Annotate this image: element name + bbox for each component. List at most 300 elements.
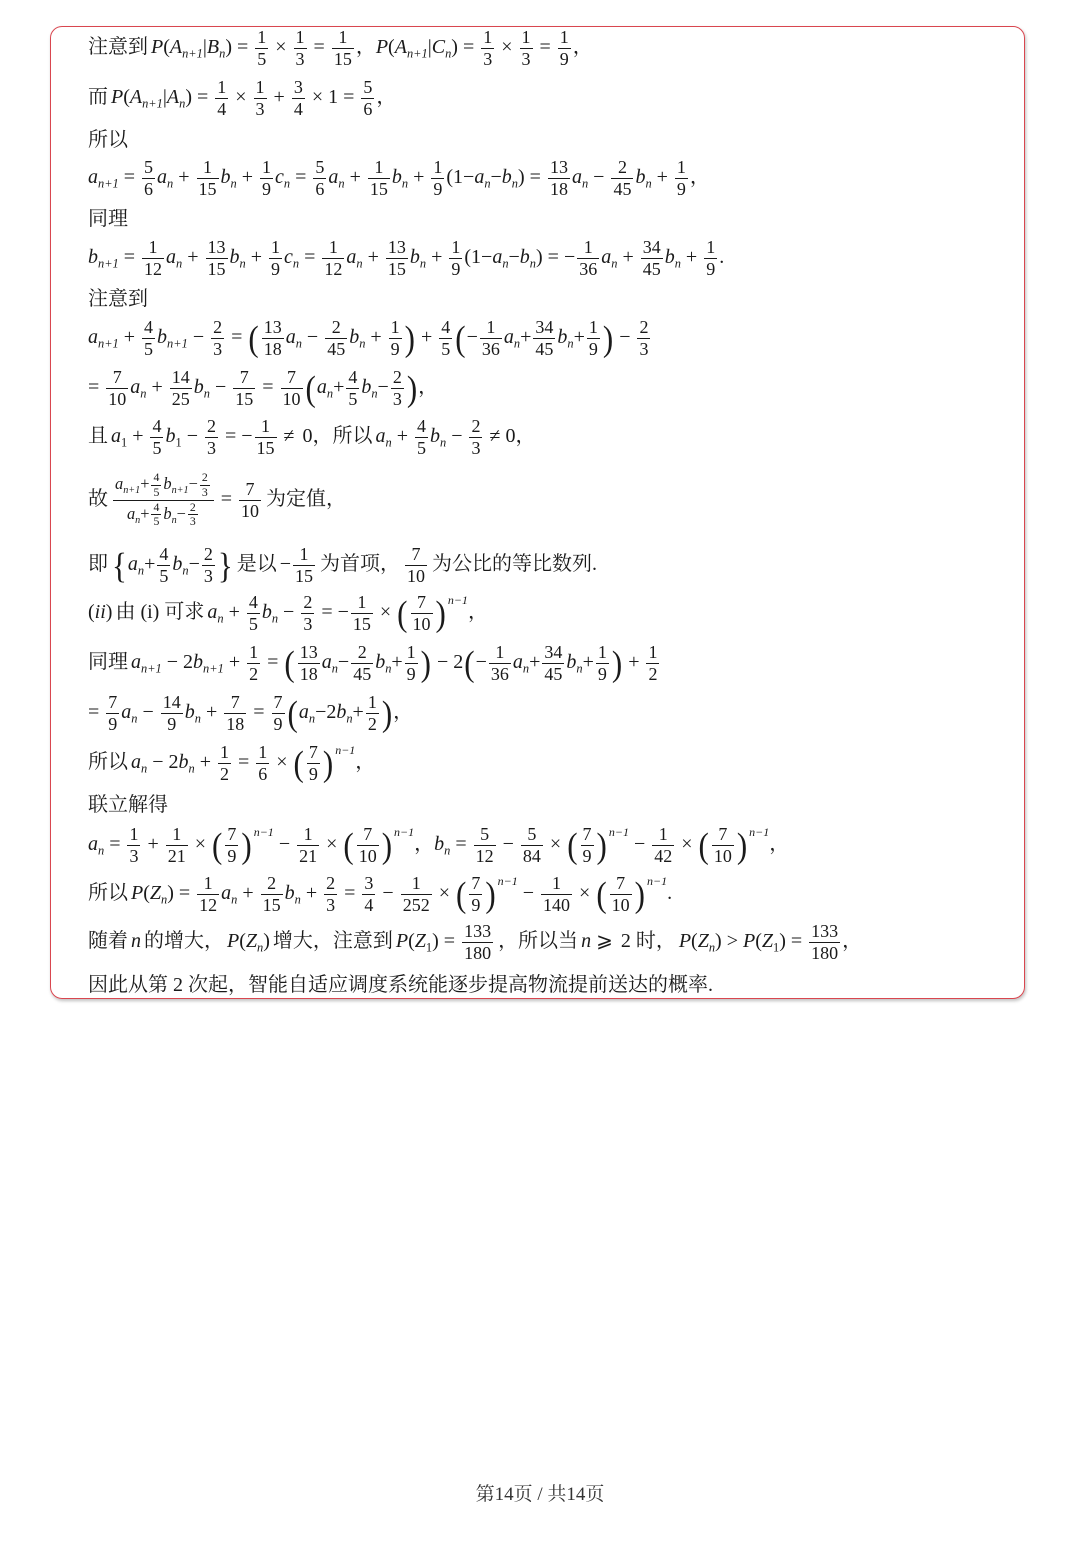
numerator — [256, 742, 269, 764]
line-content — [88, 824, 789, 866]
text-run: 9 — [167, 713, 177, 734]
numerator — [469, 873, 482, 895]
text-run: ( — [88, 600, 95, 623]
line-content — [88, 317, 652, 359]
denominator — [449, 259, 462, 280]
fraction — [200, 471, 210, 499]
fraction — [142, 317, 155, 359]
text-run: + — [144, 552, 156, 575]
text-run: + — [582, 650, 594, 673]
fraction — [405, 544, 427, 586]
operator: × — [235, 85, 247, 108]
text-run: 2 — [267, 872, 277, 893]
numerator — [368, 157, 390, 179]
subscript: n+1 — [123, 485, 141, 497]
math-variable: a — [88, 325, 98, 348]
text-run: 2 — [249, 663, 259, 684]
text-run: 36 — [579, 258, 598, 279]
math-variable: P — [111, 85, 124, 108]
text-run: ， — [467, 600, 488, 623]
fraction — [297, 824, 319, 866]
text-run: 13 — [549, 156, 568, 177]
numerator — [254, 77, 267, 99]
operator: + — [242, 881, 254, 904]
denominator — [641, 259, 663, 280]
subscript: n — [346, 711, 353, 726]
text-run: ) — [185, 85, 192, 108]
text-run: 10 — [108, 388, 127, 409]
subscript: n — [385, 435, 392, 450]
fraction — [294, 27, 307, 69]
superscript: n−1 — [394, 824, 415, 839]
operator: = — [253, 700, 265, 723]
subscript: n — [167, 176, 174, 191]
denominator — [254, 99, 267, 120]
math-variable: a — [346, 245, 357, 268]
solution-line — [88, 470, 349, 530]
operator: = — [790, 929, 803, 952]
text-run: ( — [755, 929, 762, 952]
numerator — [297, 824, 319, 846]
paren-left: ( — [287, 692, 298, 734]
math-variable: n — [581, 929, 592, 952]
denominator — [106, 714, 119, 735]
text-run: − — [188, 474, 198, 494]
text-run: 133 — [811, 920, 839, 941]
operator: + — [228, 600, 240, 623]
fraction — [401, 873, 432, 915]
operator: = — [443, 929, 456, 952]
denominator — [215, 99, 228, 120]
text-run: 6 — [258, 763, 268, 784]
denominator — [218, 764, 231, 785]
text-run: 1 — [676, 156, 686, 177]
operator: + — [178, 165, 190, 188]
text-run: 7 — [411, 543, 421, 564]
text-run: 3 — [189, 514, 196, 529]
subscript: n — [645, 176, 652, 191]
text-run: 所以 — [88, 881, 128, 904]
fraction — [261, 873, 283, 915]
subscript: n — [529, 256, 536, 271]
math-variable: b — [430, 424, 440, 447]
text-run: 7 — [230, 691, 240, 712]
text-run: 所以 — [88, 750, 128, 773]
math-variable: b — [157, 325, 168, 348]
operator: × — [326, 832, 338, 855]
solution-line — [88, 68, 396, 128]
fraction — [225, 824, 238, 866]
numerator — [113, 471, 214, 500]
numerator — [361, 77, 374, 99]
math-variable: b — [519, 245, 530, 268]
subscript: n — [231, 892, 238, 907]
text-run: 42 — [654, 845, 673, 866]
denominator — [704, 259, 717, 280]
operator: = — [547, 245, 559, 268]
text-run: 1 — [451, 236, 461, 257]
text-run: 3 — [206, 437, 216, 458]
operator: + — [199, 750, 211, 773]
numerator — [215, 77, 228, 99]
denominator — [368, 179, 390, 200]
line-content — [88, 793, 171, 818]
fraction — [262, 317, 284, 359]
text-run: 为公比的等比数列. — [432, 552, 598, 575]
numerator — [301, 592, 314, 614]
solution-line — [88, 407, 535, 467]
fraction — [206, 237, 228, 279]
fraction — [224, 692, 246, 734]
numerator — [166, 824, 188, 846]
operator: − — [522, 881, 535, 904]
numerator — [480, 317, 502, 339]
fraction — [431, 157, 444, 199]
math-variable: b — [434, 832, 445, 855]
operator: + — [628, 650, 640, 673]
denominator — [439, 339, 452, 360]
subscript: n+1 — [141, 661, 162, 676]
denominator — [272, 714, 285, 735]
math-variable: b — [336, 700, 347, 723]
math-variable: P — [131, 881, 144, 904]
math-variable: b — [635, 165, 646, 188]
operator: − — [502, 832, 514, 855]
paren-right: ) — [381, 824, 393, 866]
text-run: 5 — [257, 48, 267, 69]
math-variable: b — [165, 424, 176, 447]
subscript: n — [401, 176, 409, 191]
text-run: 7 — [227, 823, 237, 844]
operator: − — [152, 750, 164, 773]
operator: × — [194, 832, 207, 855]
denominator — [307, 764, 320, 785]
paren-right: } — [217, 544, 233, 586]
math-variable: P — [743, 929, 756, 952]
text-run: − — [490, 165, 502, 188]
paren-left: ( — [464, 642, 475, 684]
text-run: | — [162, 85, 167, 108]
text-run: 1 — [303, 823, 313, 844]
text-run: 9 — [273, 713, 283, 734]
text-run: ( — [239, 929, 246, 952]
numerator — [261, 873, 283, 895]
superscript: n−1 — [749, 824, 770, 839]
numerator — [431, 157, 444, 179]
fraction — [307, 742, 320, 784]
subscript: 1 — [773, 940, 780, 955]
text-run: 1 — [648, 641, 658, 662]
denominator — [389, 339, 402, 360]
denominator — [200, 486, 210, 500]
math-variable: b — [178, 750, 189, 773]
math-variable: a — [88, 165, 98, 188]
text-run: + — [529, 650, 541, 673]
numerator — [581, 824, 594, 846]
text-run: 3 — [295, 48, 305, 69]
math-variable: b — [501, 165, 512, 188]
subscript: n — [708, 940, 716, 955]
math-variable: a — [375, 424, 386, 447]
text-run: 5 — [144, 338, 154, 359]
paren-right: ) — [381, 692, 393, 734]
text-run: ， — [376, 85, 397, 108]
math-variable: a — [88, 832, 98, 855]
subscript: n — [326, 386, 334, 401]
math-variable: B — [206, 35, 220, 58]
fraction — [293, 544, 315, 586]
math-variable: b — [163, 474, 172, 494]
fraction — [170, 367, 192, 409]
operator: ≠ — [283, 424, 295, 447]
math-variable: c — [284, 245, 293, 268]
numerator — [652, 824, 674, 846]
text-run: ( — [408, 929, 415, 952]
text-run: 2 — [617, 156, 627, 177]
text-run: 3 — [364, 872, 374, 893]
subscript: 1 — [121, 435, 128, 450]
operator: × — [438, 881, 450, 904]
operator: × — [311, 85, 324, 108]
fraction — [481, 27, 494, 69]
text-run: 2 — [326, 872, 336, 893]
text-run: 是以 — [236, 552, 277, 575]
numerator — [704, 237, 717, 259]
text-run: 1 — [172, 823, 182, 844]
text-run: 即 — [88, 552, 108, 575]
math-variable: Z — [761, 929, 774, 952]
operator: − — [437, 650, 449, 673]
text-run: 2 时， — [620, 929, 676, 952]
numerator — [324, 873, 337, 895]
subscript: n — [511, 176, 518, 191]
denominator — [269, 259, 282, 280]
subscript: 1 — [425, 940, 433, 955]
text-run: 9 — [390, 338, 400, 359]
paren-left: ( — [293, 742, 304, 784]
text-run: 25 — [171, 388, 190, 409]
denominator — [520, 49, 533, 70]
fraction — [254, 77, 267, 119]
denominator — [205, 438, 218, 459]
text-run: 5 — [153, 484, 160, 499]
math-variable: Z — [697, 929, 709, 952]
text-run: ， — [842, 929, 863, 952]
text-run: 252 — [402, 894, 430, 915]
text-run: 同理 — [88, 650, 128, 673]
text-run: 5 — [248, 613, 258, 634]
subscript: n — [176, 256, 183, 271]
denominator — [351, 664, 373, 685]
operator: > — [726, 929, 738, 952]
denominator — [332, 49, 354, 70]
denominator — [646, 664, 659, 685]
paren-right: ) — [596, 824, 607, 866]
operator: = — [231, 325, 243, 348]
subscript: n+1 — [171, 485, 189, 497]
fraction — [255, 27, 268, 69]
text-run: 10 — [412, 613, 431, 634]
subscript: n — [230, 176, 237, 191]
operator: = — [455, 832, 467, 855]
math-variable: ii — [94, 600, 106, 623]
operator: + — [151, 375, 163, 398]
denominator — [255, 438, 277, 459]
text-run: 180 — [464, 942, 492, 963]
text-run: 2 — [471, 415, 481, 436]
fraction — [520, 27, 533, 69]
numerator — [218, 742, 231, 764]
subscript: n — [419, 256, 427, 271]
paren-left: ( — [596, 873, 607, 915]
text-run: + — [140, 503, 150, 523]
fraction — [581, 824, 594, 866]
text-run: 5 — [159, 565, 169, 586]
math-variable: a — [127, 552, 138, 575]
text-run: 联立解得 — [88, 793, 168, 816]
numerator — [260, 157, 273, 179]
fraction — [205, 416, 218, 458]
text-run: 9 — [471, 894, 481, 915]
paren-left: ( — [343, 824, 354, 866]
operator: = — [196, 85, 209, 108]
math-variable: P — [227, 929, 240, 952]
fraction — [368, 157, 390, 199]
math-variable: P — [395, 929, 409, 952]
text-run: 12 — [475, 845, 494, 866]
text-run: 5 — [144, 156, 154, 177]
subscript: n — [135, 514, 141, 526]
text-run: 9 — [582, 845, 592, 866]
denominator — [256, 764, 269, 785]
numerator — [641, 237, 663, 259]
subscript: n — [295, 336, 302, 351]
math-variable: a — [298, 700, 309, 723]
text-run: 21 — [167, 845, 186, 866]
subscript: n — [257, 940, 264, 955]
fraction — [611, 157, 633, 199]
text-run: 1 — [328, 236, 338, 257]
operator: = — [123, 165, 136, 188]
numerator — [294, 27, 307, 49]
text-run: 2 — [213, 316, 223, 337]
text-run: − — [508, 245, 520, 268]
math-variable: a — [285, 325, 296, 348]
text-run: 15 — [333, 48, 352, 69]
text-run: 5 — [315, 156, 325, 177]
operator: − — [283, 600, 295, 623]
math-variable: a — [111, 424, 121, 447]
text-run: (1− — [464, 245, 493, 268]
text-run: 2 — [203, 543, 213, 564]
fraction — [351, 592, 373, 634]
math-variable: A — [166, 85, 180, 108]
fraction — [646, 642, 659, 684]
operator: = — [321, 600, 333, 623]
text-run: 5 — [348, 388, 358, 409]
text-run: 6 — [144, 178, 154, 199]
text-run: 5 — [441, 338, 451, 359]
numerator — [106, 692, 119, 714]
math-variable: a — [492, 245, 503, 268]
text-run: 1 — [583, 236, 593, 257]
numerator — [521, 824, 543, 846]
fraction — [260, 157, 273, 199]
text-run: 1 — [597, 641, 607, 662]
numerator — [255, 416, 277, 438]
math-variable: a — [131, 650, 141, 673]
text-run: 36 — [481, 338, 500, 359]
fraction — [151, 501, 161, 529]
fraction — [469, 416, 482, 458]
numerator — [558, 27, 571, 49]
fraction — [587, 317, 600, 359]
text-run: 3 — [483, 48, 493, 69]
subscript: n — [484, 176, 491, 191]
math-variable: P — [678, 929, 692, 952]
numerator — [262, 317, 284, 339]
operator: = — [529, 165, 541, 188]
numerator — [489, 642, 511, 664]
line-content — [88, 157, 710, 199]
denominator — [480, 339, 502, 360]
subscript: n — [140, 386, 147, 401]
text-run: 9 — [451, 258, 461, 279]
subscript: n — [188, 761, 195, 776]
denominator — [587, 339, 600, 360]
denominator — [301, 614, 314, 635]
text-run: 1 — [328, 85, 339, 108]
numerator — [596, 642, 609, 664]
text-run: 2 — [206, 415, 216, 436]
text-run: 3 — [201, 484, 208, 499]
text-run: 4 — [441, 316, 451, 337]
text-run: 3 — [255, 98, 265, 119]
numerator — [157, 544, 170, 566]
superscript: n−1 — [335, 742, 356, 757]
math-variable: A — [169, 35, 183, 58]
text-run: 15 — [198, 178, 217, 199]
numerator — [200, 471, 210, 486]
text-run: 6 — [363, 98, 373, 119]
text-run: 的增大， — [144, 929, 224, 952]
math-variable: P — [375, 35, 389, 58]
numerator — [298, 642, 320, 664]
text-run: 3 — [326, 894, 336, 915]
paren-right: ) — [634, 873, 645, 915]
operator: + — [250, 245, 263, 268]
operator: = — [267, 650, 279, 673]
text-run: ) — [451, 35, 458, 58]
operator: = — [295, 165, 307, 188]
text-run: ， — [393, 700, 414, 723]
operator: = — [88, 700, 100, 723]
math-variable: a — [130, 375, 141, 398]
text-run: 15 — [295, 565, 314, 586]
numerator — [332, 27, 354, 49]
text-run: 45 — [642, 258, 661, 279]
text-run: 3 — [392, 388, 402, 409]
text-run: 7 — [287, 366, 297, 387]
text-run: 3 — [129, 845, 139, 866]
fraction — [218, 742, 231, 784]
text-run: 12 — [199, 894, 218, 915]
text-run: − — [279, 552, 292, 575]
numerator — [469, 416, 482, 438]
text-run: ) — [518, 165, 525, 188]
text-run: 2 — [303, 591, 313, 612]
numerator — [411, 592, 433, 614]
